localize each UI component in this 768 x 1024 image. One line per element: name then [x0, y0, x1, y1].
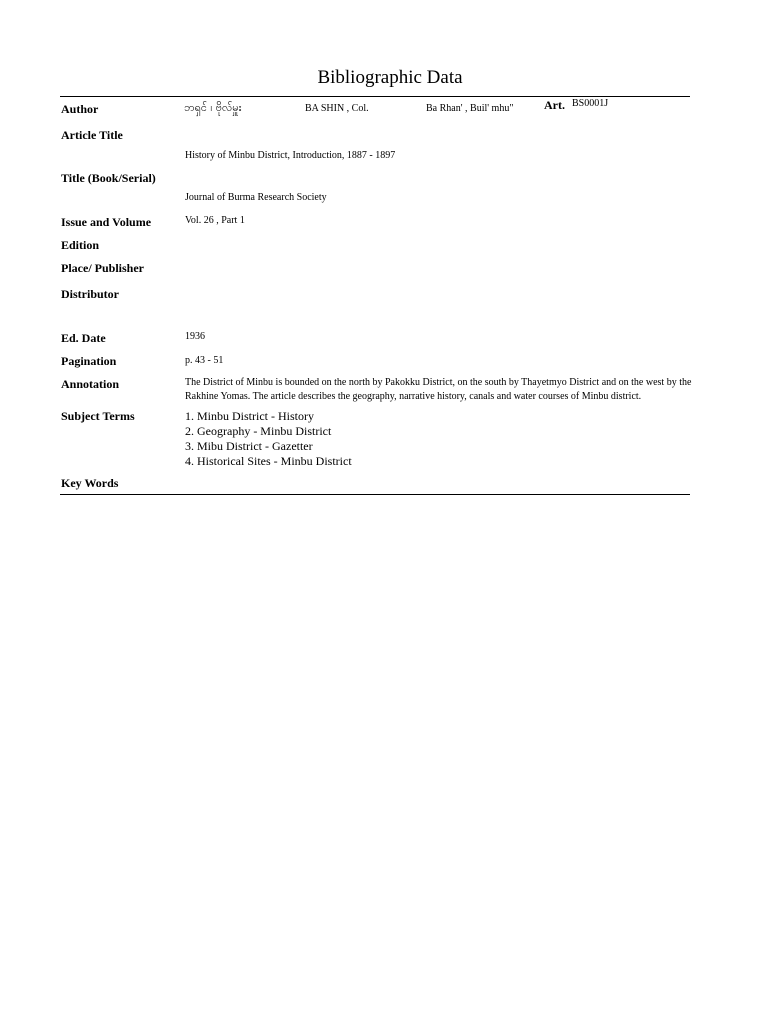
annotation-label: Annotation — [61, 377, 120, 391]
key-words-label: Key Words — [61, 476, 119, 490]
article-title-label: Article Title — [61, 128, 123, 142]
subject-term: 2. Geography - Minbu District — [185, 424, 332, 438]
place-publisher-label: Place/ Publisher — [61, 261, 144, 275]
pagination-value: p. 43 - 51 — [185, 355, 224, 366]
article-title-value: History of Minbu District, Introduction, 1887 - 1897 — [185, 150, 396, 161]
subject-terms-label: Subject Terms — [61, 409, 135, 423]
title-book-serial-value: Journal of Burma Research Society — [185, 192, 327, 203]
page-title: Bibliographic Data — [317, 67, 463, 88]
annotation-value: The District of Minbu is bounded on the north by Pakokku District, on the south by Thayetmyo District and on the west by the Rakhine Yomas. The article describes the geography, narrative history, canals and water courses of Minbu district. — [185, 377, 692, 402]
subject-term: 3. Mibu District - Gazetter — [185, 439, 313, 453]
pagination-label: Pagination — [61, 354, 117, 368]
bottom-rule — [60, 494, 690, 495]
issue-volume-value: Vol. 26 , Part 1 — [185, 215, 245, 226]
author-romanized: Ba Rhan' , Buil' mhu" — [426, 103, 514, 114]
ed-date-value: 1936 — [185, 331, 205, 342]
art-label: Art. — [544, 98, 565, 112]
author-label: Author — [61, 102, 99, 116]
title-book-serial-label: Title (Book/Serial) — [61, 171, 156, 185]
subject-terms-list — [185, 409, 352, 469]
subject-term: 4. Historical Sites - Minbu District — [185, 454, 352, 468]
ed-date-label: Ed. Date — [61, 331, 106, 345]
subject-term: 1. Minbu District - History — [185, 409, 314, 423]
distributor-label: Distributor — [61, 287, 119, 301]
top-rule — [60, 96, 690, 97]
author-english: BA SHIN , Col. — [305, 103, 369, 114]
edition-label: Edition — [61, 238, 100, 252]
author-myanmar: ဘရှင် ၊ ဗိုလ်မှူး — [184, 101, 242, 114]
issue-volume-label: Issue and Volume — [61, 215, 152, 229]
art-code: BS0001J — [572, 98, 609, 109]
